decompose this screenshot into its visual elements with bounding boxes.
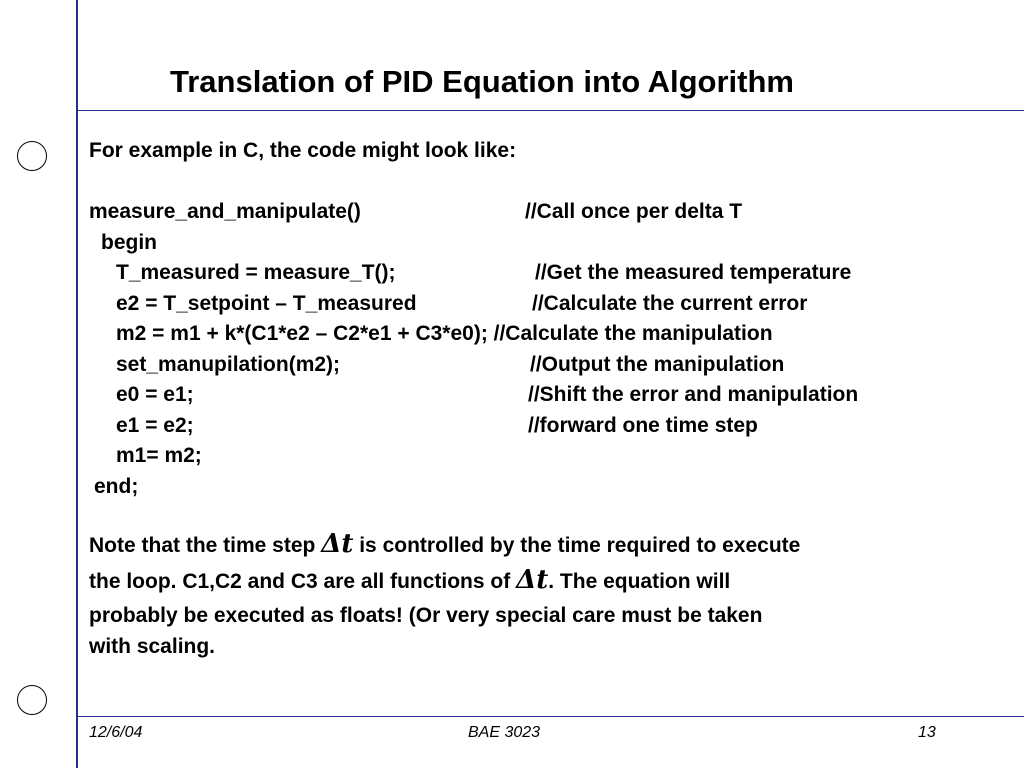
code-text: end; — [94, 474, 139, 498]
code-line — [89, 289, 989, 320]
title-divider — [76, 110, 1024, 111]
code-line — [89, 197, 989, 228]
code-line — [89, 380, 989, 411]
left-vertical-rule — [76, 0, 78, 768]
note-text: . The equation will — [548, 570, 731, 593]
code-comment: //Shift the error and manipulation — [528, 383, 859, 406]
code-block — [89, 197, 989, 502]
code-comment: //Get the measured temperature — [535, 261, 852, 284]
note-text: the loop. C1,C2 and C3 are all functions of — [89, 570, 517, 593]
note-text: probably be executed as floats! (Or very special care must be taken — [89, 604, 763, 627]
code-text: m2 = m1 + k*(C1*e2 – C2*e1 + C3*e0); //Calculate the manipulation — [116, 322, 773, 345]
code-line — [89, 472, 989, 503]
code-comment: //forward one time step — [528, 413, 758, 437]
code-text: measure_and_manipulate() — [89, 200, 361, 223]
code-comment: //Calculate the current error — [532, 291, 808, 315]
code-comment: //Call once per delta T — [525, 200, 743, 223]
footer-divider — [76, 716, 1024, 717]
code-text: set_manupilation(m2); — [116, 352, 341, 376]
code-text: e0 = e1; — [116, 383, 194, 406]
slide-body — [89, 136, 989, 660]
code-line — [89, 258, 989, 289]
code-line — [89, 319, 989, 350]
code-line — [89, 441, 989, 472]
note-text: Note that the time step — [89, 534, 322, 557]
delta-t-symbol: Δt — [321, 529, 354, 559]
footer-date: 12/6/04 — [89, 724, 143, 741]
delta-t-symbol: Δt — [516, 565, 549, 595]
footer-page-number: 13 — [918, 724, 936, 741]
code-line — [89, 411, 989, 442]
note-paragraph — [89, 526, 989, 660]
code-text: m1= m2; — [116, 444, 202, 467]
note-text: is controlled by the time required to execute — [353, 534, 801, 557]
code-text: begin — [101, 230, 157, 254]
slide-title: Translation of PID Equation into Algorithm — [170, 64, 794, 99]
code-text: e1 = e2; — [116, 413, 194, 437]
code-line — [89, 350, 989, 381]
intro-text: For example in C, the code might look like: — [89, 139, 517, 162]
circle-bullet-icon — [17, 685, 47, 715]
code-line — [89, 228, 989, 259]
note-text: with scaling. — [89, 635, 216, 658]
code-text: T_measured = measure_T(); — [116, 261, 396, 284]
code-text: e2 = T_setpoint – T_measured — [116, 291, 417, 315]
circle-bullet-icon — [17, 141, 47, 171]
code-comment: //Output the manipulation — [530, 352, 785, 376]
footer-course: BAE 3023 — [468, 724, 541, 741]
